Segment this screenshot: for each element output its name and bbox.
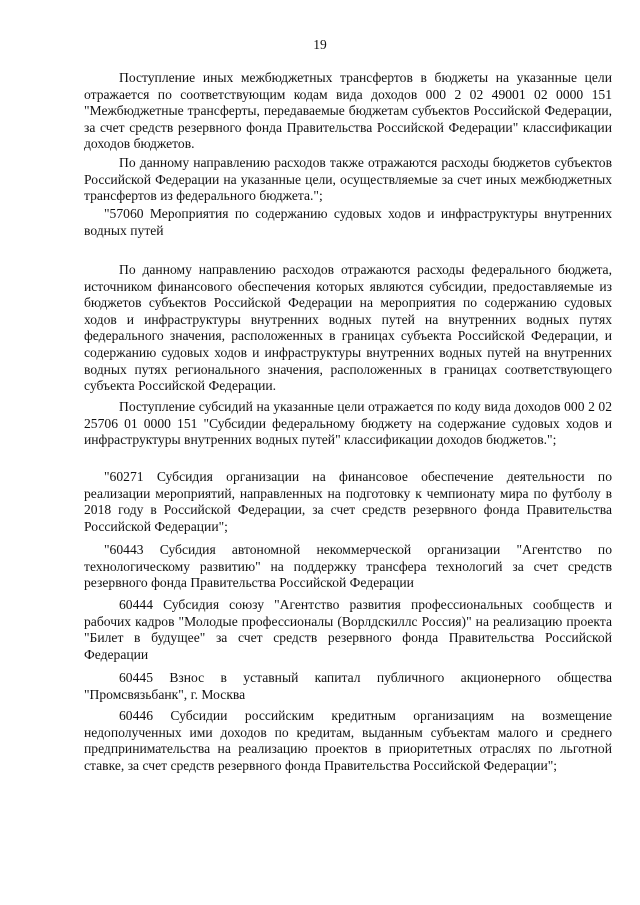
page-number: 19 — [313, 37, 327, 52]
paragraph-transfers-revenue: Поступление иных межбюджетных трансфертов в бюджеты на указанные цели отражается по соответствующим кодам вида доходов 000 2 02 49001 02 0000 151 "Межбюджетные трансферты, передаваемые бюджетам субъектов Российской Федерации, за счет средств резервного фонда Правительства Российской Федерации" классификации доходов бюджетов. — [84, 70, 612, 152]
paragraph-60445: 60445 Взнос в уставный капитал публичного акционерного общества "Промсвязьбанк", г. Москва — [84, 670, 612, 702]
paragraph-regional-expenses: По данному направлению расходов также отражаются расходы бюджетов субъектов Российской Федерации на указанные цели, осуществляемые за счет иных межбюджетных трансфертов из федерального бюджета."; — [84, 155, 612, 204]
paragraph-subsidy-revenue: Поступление субсидий на указанные цели отражается по коду вида доходов 000 2 02 25706 01 0000 151 "Субсидии федеральному бюджету на содержание судовых ходов и инфраструктуры внутренних водных путей" классификации доходов бюджетов."; — [84, 399, 612, 448]
paragraph-60443: "60443 Субсидия автономной некоммерческой организации "Агентство по технологическому развитию" на поддержку трансфера технологий за счет средств резервного фонда Правительства Российской Федерации — [84, 542, 612, 591]
paragraph-60444: 60444 Субсидия союзу "Агентство развития профессиональных сообществ и рабочих кадров "Молодые профессионалы (Ворлдскиллс Россия)" на реализацию проекта "Билет в будущее" за счет средств резервного фонда Правительства Российской Федерации — [84, 597, 612, 662]
paragraph-60446: 60446 Субсидии российским кредитным организациям на возмещение недополученных ими доходов по кредитам, выданным субъектам малого и среднего предпринимательства на реализацию проектов в приоритетных отраслях по льготной ставке, за счет средств резервного фонда Правительства Российской Федерации"; — [84, 708, 612, 773]
paragraph-57060-heading: "57060 Мероприятия по содержанию судовых ходов и инфраструктуры внутренних водных путей — [84, 206, 612, 238]
paragraph-57060-description: По данному направлению расходов отражаются расходы федерального бюджета, источником финансового обеспечения которых являются субсидии, предоставляемые из бюджетов субъектов Российской Федерации на мероприятия по содержанию судовых ходов и инфраструктуры внутренних водных путей на внутренних водных путях федерального значения, расположенных в границах субъекта Российской Федерации, и содержанию судовых ходов и инфраструктуры внутренних водных путей на внутренних водных путях регионального значения, расположенных в границах соответствующего субъекта Российской Федерации. — [84, 262, 612, 394]
paragraph-60271: "60271 Субсидия организации на финансовое обеспечение деятельности по реализации мероприятий, направленных на подготовку к чемпионату мира по футболу в 2018 году в Российской Федерации, за счет средств резервного фонда Правительства Российской Федерации"; — [84, 469, 612, 534]
